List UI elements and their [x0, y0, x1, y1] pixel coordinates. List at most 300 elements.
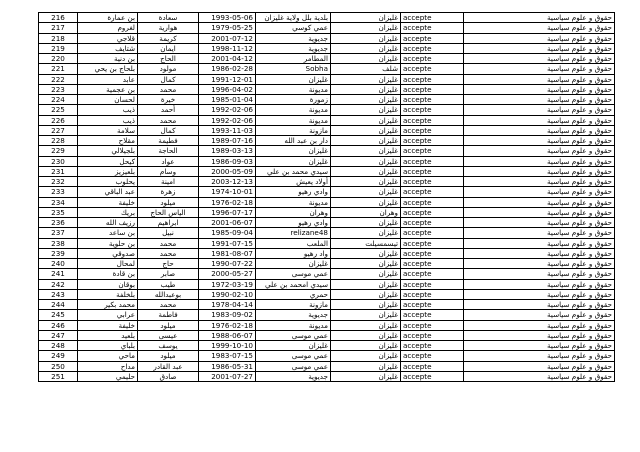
wilaya-cell: غليزان	[331, 269, 401, 279]
status-cell: accepte	[401, 23, 464, 33]
status-cell: accepte	[401, 248, 464, 258]
birth-date-cell: 1989-07-16	[199, 136, 256, 146]
specialty-cell: حقوق و علوم سياسية	[464, 74, 615, 84]
birth-date-cell: 2001-07-27	[199, 371, 256, 381]
specialty-cell: حقوق و علوم سياسية	[464, 330, 615, 340]
birth-date-cell: 1999-10-10	[199, 341, 256, 351]
status-cell: accepte	[401, 238, 464, 248]
wilaya-cell: غليزان	[331, 156, 401, 166]
status-cell: accepte	[401, 330, 464, 340]
status-cell: accepte	[401, 320, 464, 330]
birth-date-cell: 1974-10-01	[199, 187, 256, 197]
birth-date-cell: 1985-01-04	[199, 95, 256, 105]
first-name-cell: سعادة	[138, 13, 199, 23]
row-number-cell: 237	[39, 228, 78, 238]
status-cell: accepte	[401, 146, 464, 156]
last-name-cell: بن دنية	[78, 54, 138, 64]
specialty-cell: حقوق و علوم سياسية	[464, 207, 615, 217]
row-number-cell: 223	[39, 84, 78, 94]
status-cell: accepte	[401, 125, 464, 135]
birth-place-cell: Sobha	[256, 64, 331, 74]
birth-place-cell: وادي رهيو	[256, 218, 331, 228]
last-name-cell: حليمي	[78, 371, 138, 381]
last-name-cell: بن حلوية	[78, 238, 138, 248]
status-cell: accepte	[401, 341, 464, 351]
status-cell: accepte	[401, 64, 464, 74]
first-name-cell: هوارية	[138, 23, 199, 33]
table-row	[39, 228, 615, 238]
birth-place-cell: جديوية	[256, 310, 331, 320]
candidate-table-body	[39, 13, 615, 382]
birth-place-cell: مديونة	[256, 84, 331, 94]
wilaya-cell: غليزان	[331, 351, 401, 361]
wilaya-cell: غليزان	[331, 310, 401, 320]
table-row	[39, 197, 615, 207]
table-row	[39, 371, 615, 381]
row-number-cell: 239	[39, 248, 78, 258]
birth-date-cell: 2000-05-09	[199, 166, 256, 176]
row-number-cell: 245	[39, 310, 78, 320]
birth-place-cell: مديونة	[256, 197, 331, 207]
specialty-cell: حقوق و علوم سياسية	[464, 279, 615, 289]
status-cell: accepte	[401, 43, 464, 53]
wilaya-cell: غليزان	[331, 54, 401, 64]
first-name-cell: محمد	[138, 300, 199, 310]
last-name-cell: بلعيزيز	[78, 166, 138, 176]
first-name-cell: ميلود	[138, 197, 199, 207]
first-name-cell: ابراهيم	[138, 218, 199, 228]
wilaya-cell: غليزان	[331, 300, 401, 310]
birth-place-cell: عمي موسى	[256, 351, 331, 361]
specialty-cell: حقوق و علوم سياسية	[464, 95, 615, 105]
wilaya-cell: شلف	[331, 64, 401, 74]
birth-place-cell: عمي موسى	[256, 330, 331, 340]
table-row	[39, 95, 615, 105]
last-name-cell: بوقان	[78, 279, 138, 289]
status-cell: accepte	[401, 95, 464, 105]
last-name-cell: بلحاج بن يحي	[78, 64, 138, 74]
wilaya-cell: غليزان	[331, 279, 401, 289]
wilaya-cell: غليزان	[331, 33, 401, 43]
status-cell: accepte	[401, 84, 464, 94]
wilaya-cell: غليزان	[331, 218, 401, 228]
wilaya-cell: غليزان	[331, 177, 401, 187]
birth-place-cell: مديونة	[256, 115, 331, 125]
row-number-cell: 216	[39, 13, 78, 23]
row-number-cell: 244	[39, 300, 78, 310]
wilaya-cell: غليزان	[331, 371, 401, 381]
table-row	[39, 218, 615, 228]
first-name-cell: محمد	[138, 248, 199, 258]
specialty-cell: حقوق و علوم سياسية	[464, 371, 615, 381]
status-cell: accepte	[401, 187, 464, 197]
last-name-cell: بلعيد	[78, 330, 138, 340]
table-row	[39, 33, 615, 43]
table-row	[39, 146, 615, 156]
table-row	[39, 136, 615, 146]
specialty-cell: حقوق و علوم سياسية	[464, 228, 615, 238]
table-row	[39, 289, 615, 299]
row-number-cell: 251	[39, 371, 78, 381]
status-cell: accepte	[401, 310, 464, 320]
table-row	[39, 310, 615, 320]
last-name-cell: بن ساعد	[78, 228, 138, 238]
specialty-cell: حقوق و علوم سياسية	[464, 351, 615, 361]
row-number-cell: 247	[39, 330, 78, 340]
birth-place-cell: relizane48	[256, 228, 331, 238]
wilaya-cell: غليزان	[331, 259, 401, 269]
table-row	[39, 54, 615, 64]
status-cell: accepte	[401, 54, 464, 64]
specialty-cell: حقوق و علوم سياسية	[464, 259, 615, 269]
row-number-cell: 228	[39, 136, 78, 146]
row-number-cell: 234	[39, 197, 78, 207]
last-name-cell: محمد بكير	[78, 300, 138, 310]
birth-place-cell: جديوية	[256, 33, 331, 43]
row-number-cell: 225	[39, 105, 78, 115]
birth-place-cell: سيدي امحمد بن علي	[256, 279, 331, 289]
first-name-cell: نبيل	[138, 228, 199, 238]
status-cell: accepte	[401, 300, 464, 310]
status-cell: accepte	[401, 259, 464, 269]
row-number-cell: 222	[39, 74, 78, 84]
table-row	[39, 207, 615, 217]
first-name-cell: خيرة	[138, 95, 199, 105]
wilaya-cell: غليزان	[331, 228, 401, 238]
specialty-cell: حقوق و علوم سياسية	[464, 64, 615, 74]
wilaya-cell: غليزان	[331, 74, 401, 84]
status-cell: accepte	[401, 207, 464, 217]
row-number-cell: 224	[39, 95, 78, 105]
wilaya-cell: غليزان	[331, 146, 401, 156]
birth-date-cell: 1998-11-12	[199, 43, 256, 53]
row-number-cell: 250	[39, 361, 78, 371]
first-name-cell: ميلود	[138, 320, 199, 330]
birth-date-cell: 2001-04-12	[199, 54, 256, 64]
row-number-cell: 226	[39, 115, 78, 125]
last-name-cell: قلاجي	[78, 33, 138, 43]
row-number-cell: 236	[39, 218, 78, 228]
birth-date-cell: 1983-07-15	[199, 351, 256, 361]
birth-place-cell: عمي موسى	[256, 269, 331, 279]
specialty-cell: حقوق و علوم سياسية	[464, 115, 615, 125]
candidate-table	[38, 12, 615, 382]
birth-date-cell: 1991-12-01	[199, 74, 256, 84]
birth-date-cell: 1978-04-14	[199, 300, 256, 310]
specialty-cell: حقوق و علوم سياسية	[464, 310, 615, 320]
wilaya-cell: غليزان	[331, 320, 401, 330]
specialty-cell: حقوق و علوم سياسية	[464, 248, 615, 258]
birth-date-cell: 1990-07-22	[199, 259, 256, 269]
birth-place-cell: مازونة	[256, 125, 331, 135]
row-number-cell: 227	[39, 125, 78, 135]
first-name-cell: محمد	[138, 238, 199, 248]
specialty-cell: حقوق و علوم سياسية	[464, 197, 615, 207]
birth-place-cell: غليزان	[256, 74, 331, 84]
birth-place-cell: جديوية	[256, 43, 331, 53]
birth-date-cell: 2000-05-27	[199, 269, 256, 279]
table-row	[39, 13, 615, 23]
birth-place-cell: الملعب	[256, 238, 331, 248]
birth-place-cell: دار بن عبد الله	[256, 136, 331, 146]
specialty-cell: حقوق و علوم سياسية	[464, 23, 615, 33]
status-cell: accepte	[401, 33, 464, 43]
wilaya-cell: غليزان	[331, 330, 401, 340]
birth-place-cell: زمورة	[256, 95, 331, 105]
candidate-list-sheet	[38, 12, 615, 382]
first-name-cell: عيسى	[138, 330, 199, 340]
last-name-cell: يحلوب	[78, 177, 138, 187]
wilaya-cell: تيسمسيلت	[331, 238, 401, 248]
status-cell: accepte	[401, 351, 464, 361]
row-number-cell: 231	[39, 166, 78, 176]
birth-date-cell: 1989-03-13	[199, 146, 256, 156]
birth-date-cell: 1996-07-17	[199, 207, 256, 217]
first-name-cell: زهرة	[138, 187, 199, 197]
wilaya-cell: غليزان	[331, 289, 401, 299]
first-name-cell: حاج	[138, 259, 199, 269]
birth-date-cell: 1986-09-03	[199, 156, 256, 166]
row-number-cell: 249	[39, 351, 78, 361]
table-row	[39, 166, 615, 176]
table-row	[39, 64, 615, 74]
wilaya-cell: غليزان	[331, 187, 401, 197]
table-row	[39, 279, 615, 289]
table-row	[39, 105, 615, 115]
birth-date-cell: 1993-11-03	[199, 125, 256, 135]
row-number-cell: 238	[39, 238, 78, 248]
specialty-cell: حقوق و علوم سياسية	[464, 320, 615, 330]
status-cell: accepte	[401, 289, 464, 299]
last-name-cell: بلجيلالي	[78, 146, 138, 156]
first-name-cell: الحاجة	[138, 146, 199, 156]
table-row	[39, 351, 615, 361]
row-number-cell: 232	[39, 177, 78, 187]
last-name-cell: بن عمارة	[78, 13, 138, 23]
table-row	[39, 74, 615, 84]
first-name-cell: الحاج	[138, 54, 199, 64]
table-row	[39, 320, 615, 330]
first-name-cell: الياس الحاج	[138, 207, 199, 217]
birth-date-cell: 1992-02-06	[199, 115, 256, 125]
birth-date-cell: 1996-04-02	[199, 84, 256, 94]
status-cell: accepte	[401, 218, 464, 228]
status-cell: accepte	[401, 13, 464, 23]
table-row	[39, 361, 615, 371]
last-name-cell: رزيف الله	[78, 218, 138, 228]
last-name-cell: شتايف	[78, 43, 138, 53]
last-name-cell: سلامة	[78, 125, 138, 135]
wilaya-cell: غليزان	[331, 248, 401, 258]
status-cell: accepte	[401, 228, 464, 238]
birth-place-cell: عمي موسى	[256, 361, 331, 371]
birth-date-cell: 2001-07-12	[199, 33, 256, 43]
specialty-cell: حقوق و علوم سياسية	[464, 43, 615, 53]
specialty-cell: حقوق و علوم سياسية	[464, 166, 615, 176]
status-cell: accepte	[401, 177, 464, 187]
table-row	[39, 156, 615, 166]
row-number-cell: 220	[39, 54, 78, 64]
birth-place-cell: غليزان	[256, 341, 331, 351]
wilaya-cell: غليزان	[331, 341, 401, 351]
last-name-cell: بلباي	[78, 341, 138, 351]
last-name-cell: مداح	[78, 361, 138, 371]
row-number-cell: 243	[39, 289, 78, 299]
specialty-cell: حقوق و علوم سياسية	[464, 187, 615, 197]
row-number-cell: 229	[39, 146, 78, 156]
first-name-cell: يوسف	[138, 341, 199, 351]
wilaya-cell: غليزان	[331, 115, 401, 125]
birth-date-cell: 1981-08-07	[199, 248, 256, 258]
table-row	[39, 177, 615, 187]
first-name-cell: عبد القادر	[138, 361, 199, 371]
first-name-cell: فطيمة	[138, 136, 199, 146]
first-name-cell: ايمان	[138, 43, 199, 53]
specialty-cell: حقوق و علوم سياسية	[464, 289, 615, 299]
specialty-cell: حقوق و علوم سياسية	[464, 105, 615, 115]
first-name-cell: أحمد	[138, 105, 199, 115]
specialty-cell: حقوق و علوم سياسية	[464, 33, 615, 43]
first-name-cell: فاطمة	[138, 310, 199, 320]
birth-date-cell: 1990-02-10	[199, 289, 256, 299]
birth-place-cell: مديونة	[256, 320, 331, 330]
last-name-cell: بريك	[78, 207, 138, 217]
birth-place-cell: واد رهيو	[256, 248, 331, 258]
table-row	[39, 125, 615, 135]
birth-place-cell: حمري	[256, 289, 331, 299]
row-number-cell: 241	[39, 269, 78, 279]
wilaya-cell: غليزان	[331, 361, 401, 371]
table-row	[39, 84, 615, 94]
last-name-cell: خليفة	[78, 197, 138, 207]
birth-date-cell: 1976-02-18	[199, 197, 256, 207]
last-name-cell: لمحال	[78, 259, 138, 269]
specialty-cell: حقوق و علوم سياسية	[464, 84, 615, 94]
birth-place-cell: مديونة	[256, 105, 331, 115]
row-number-cell: 221	[39, 64, 78, 74]
table-row	[39, 238, 615, 248]
table-row	[39, 300, 615, 310]
birth-date-cell: 2001-06-07	[199, 218, 256, 228]
specialty-cell: حقوق و علوم سياسية	[464, 177, 615, 187]
status-cell: accepte	[401, 166, 464, 176]
status-cell: accepte	[401, 371, 464, 381]
birth-place-cell: وهران	[256, 207, 331, 217]
birth-date-cell: 1986-02-28	[199, 64, 256, 74]
status-cell: accepte	[401, 269, 464, 279]
last-name-cell: لحسان	[78, 95, 138, 105]
first-name-cell: كريمة	[138, 33, 199, 43]
birth-date-cell: 1976-02-18	[199, 320, 256, 330]
row-number-cell: 233	[39, 187, 78, 197]
birth-place-cell: جديوية	[256, 371, 331, 381]
wilaya-cell: وهران	[331, 207, 401, 217]
specialty-cell: حقوق و علوم سياسية	[464, 269, 615, 279]
specialty-cell: حقوق و علوم سياسية	[464, 156, 615, 166]
birth-place-cell: بلدية بلل ولاية غليزان	[256, 13, 331, 23]
birth-place-cell: غليزان	[256, 156, 331, 166]
first-name-cell: محمد	[138, 84, 199, 94]
status-cell: accepte	[401, 361, 464, 371]
row-number-cell: 217	[39, 23, 78, 33]
table-row	[39, 330, 615, 340]
last-name-cell: ذيب	[78, 105, 138, 115]
birth-date-cell: 1991-07-15	[199, 238, 256, 248]
first-name-cell: عواد	[138, 156, 199, 166]
specialty-cell: حقوق و علوم سياسية	[464, 136, 615, 146]
status-cell: accepte	[401, 197, 464, 207]
table-row	[39, 248, 615, 258]
wilaya-cell: غليزان	[331, 95, 401, 105]
row-number-cell: 248	[39, 341, 78, 351]
first-name-cell: صادق	[138, 371, 199, 381]
first-name-cell: طيب	[138, 279, 199, 289]
birth-date-cell: 1993-05-06	[199, 13, 256, 23]
table-row	[39, 23, 615, 33]
wilaya-cell: غليزان	[331, 166, 401, 176]
row-number-cell: 240	[39, 259, 78, 269]
birth-place-cell: غليزان	[256, 259, 331, 269]
birth-place-cell: مازونة	[256, 300, 331, 310]
row-number-cell: 218	[39, 33, 78, 43]
first-name-cell: كمال	[138, 125, 199, 135]
wilaya-cell: غليزان	[331, 13, 401, 23]
status-cell: accepte	[401, 105, 464, 115]
first-name-cell: بوعبدالله	[138, 289, 199, 299]
specialty-cell: حقوق و علوم سياسية	[464, 146, 615, 156]
first-name-cell: ميلود	[138, 351, 199, 361]
wilaya-cell: غليزان	[331, 43, 401, 53]
wilaya-cell: غليزان	[331, 23, 401, 33]
last-name-cell: لغروم	[78, 23, 138, 33]
birth-date-cell: 1979-05-25	[199, 23, 256, 33]
birth-date-cell: 1983-09-02	[199, 310, 256, 320]
last-name-cell: عرابي	[78, 310, 138, 320]
table-row	[39, 115, 615, 125]
table-row	[39, 187, 615, 197]
specialty-cell: حقوق و علوم سياسية	[464, 361, 615, 371]
specialty-cell: حقوق و علوم سياسية	[464, 218, 615, 228]
last-name-cell: ماحي	[78, 351, 138, 361]
last-name-cell: عبد الباقي	[78, 187, 138, 197]
specialty-cell: حقوق و علوم سياسية	[464, 54, 615, 64]
specialty-cell: حقوق و علوم سياسية	[464, 341, 615, 351]
table-row	[39, 341, 615, 351]
table-row	[39, 269, 615, 279]
last-name-cell: مقلاح	[78, 136, 138, 146]
first-name-cell: صابر	[138, 269, 199, 279]
wilaya-cell: غليزان	[331, 84, 401, 94]
last-name-cell: ذيب	[78, 115, 138, 125]
wilaya-cell: غليزان	[331, 136, 401, 146]
specialty-cell: حقوق و علوم سياسية	[464, 13, 615, 23]
birth-place-cell: وادي رهيو	[256, 187, 331, 197]
last-name-cell: بن عجمية	[78, 84, 138, 94]
status-cell: accepte	[401, 136, 464, 146]
status-cell: accepte	[401, 115, 464, 125]
row-number-cell: 219	[39, 43, 78, 53]
table-row	[39, 43, 615, 53]
birth-date-cell: 1972-03-19	[199, 279, 256, 289]
birth-date-cell: 1992-02-06	[199, 105, 256, 115]
last-name-cell: بن قادة	[78, 269, 138, 279]
first-name-cell: كمال	[138, 74, 199, 84]
birth-date-cell: 1988-06-07	[199, 330, 256, 340]
birth-place-cell: المطامر	[256, 54, 331, 64]
status-cell: accepte	[401, 74, 464, 84]
wilaya-cell: غليزان	[331, 105, 401, 115]
last-name-cell: صدوقي	[78, 248, 138, 258]
